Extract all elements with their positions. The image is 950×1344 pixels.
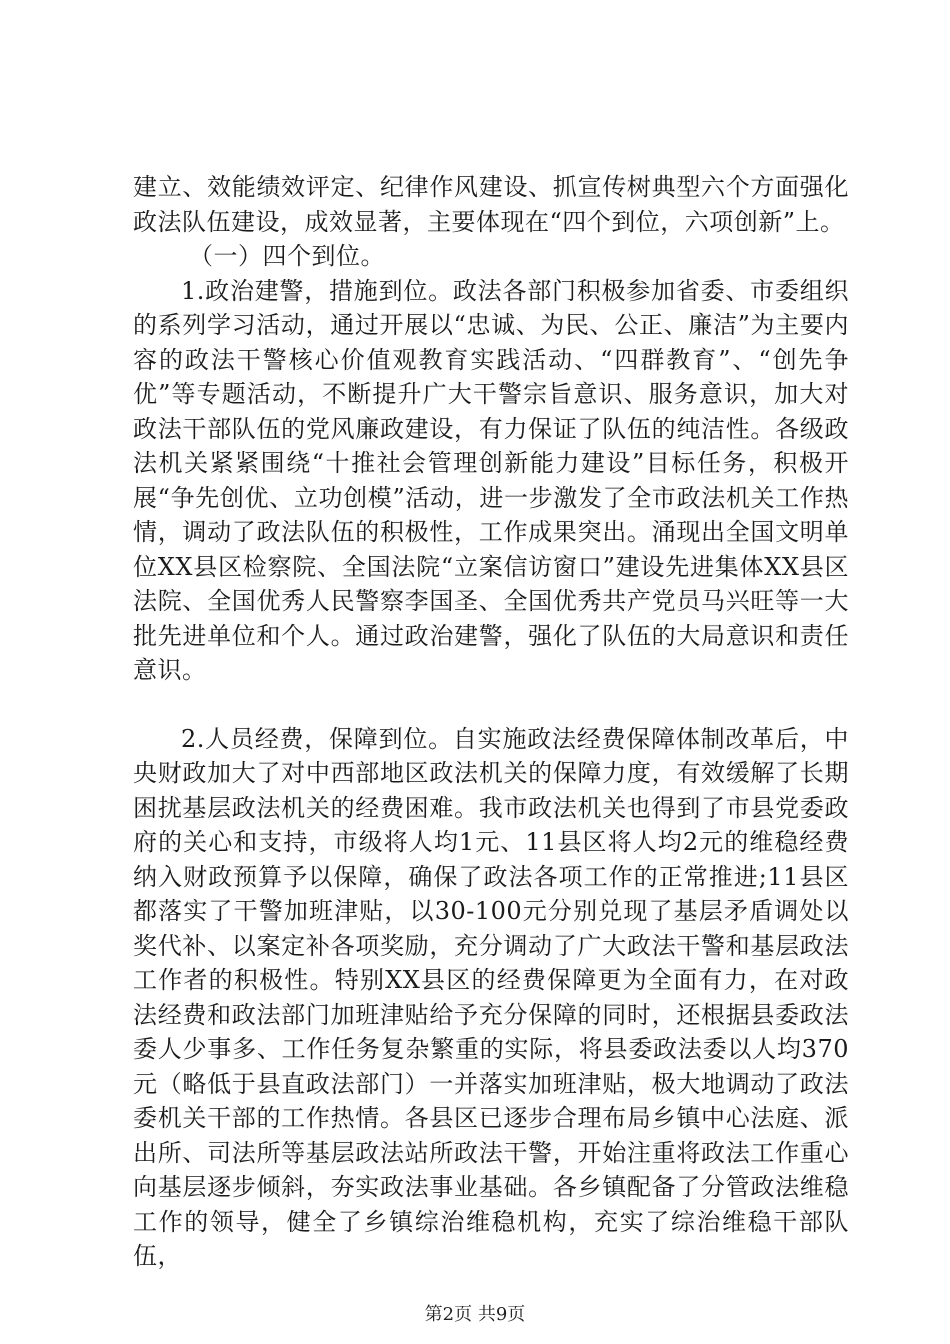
paragraph-intro: 建立、效能绩效评定、纪律作风建设、抓宣传树典型六个方面强化政法队伍建设，成效显著，主要体现在“四个到位，六项创新”上。 <box>133 173 849 236</box>
document-body <box>133 170 849 1274</box>
page-number-footer: 第2页 共9页 <box>424 1304 526 1325</box>
paragraph-point-1: 1.政治建警，措施到位。政法各部门积极参加省委、市委组织的系列学习活动，通过开展以“忠诚、为民、公正、廉洁”为主要内容的政法干警核心价值观教育实践活动、“四群教育”、“创先争优”等专题活动，不断提升广大干警宗旨意识、服务意识，加大对政法干部队伍的党风廉政建设，有力保证了队伍的纯洁性。各级政法机关紧紧围绕“十推社会管理创新能力建设”目标任务，积极开展“争先创优、立功创模”活动，进一步激发了全市政法机关工作热情，调动了政法队伍的积极性，工作成果突出。涌现出全国文明单位XX县区检察院、全国法院“立案信访窗口”建设先进集体XX县区法院、全国优秀人民警察李国圣、全国优秀共产党员马兴旺等一大批先进单位和个人。通过政治建警，强化了队伍的大局意识和责任意识。 <box>133 276 849 684</box>
paragraph-gap <box>133 688 849 722</box>
section-heading: （一）四个到位。 <box>189 242 385 270</box>
paragraph-point-2: 2.人员经费，保障到位。自实施政法经费保障体制改革后，中央财政加大了对中西部地区政法机关的保障力度，有效缓解了长期困扰基层政法机关的经费困难。我市政法机关也得到了市县党委政府的关心和支持，市级将人均1元、11县区将人均2元的维稳经费纳入财政预算予以保障，确保了政法各项工作的正常推进;11县区都落实了干警加班津贴，以30-100元分别兑现了基层矛盾调处以奖代补、以案定补各项奖励，充分调动了广大政法干警和基层政法工作者的积极性。特别XX县区的经费保障更为全面有力，在对政法经费和政法部门加班津贴给予充分保障的同时，还根据县委政法委人少事多、工作任务复杂繁重的实际，将县委政法委以人均370元（略低于县直政法部门）一并落实加班津贴，极大地调动了政法委机关干部的工作热情。各县区已逐步合理布局乡镇中心法庭、派出所、司法所等基层政法站所政法干警，开始注重将政法工作重心向基层逐步倾斜，夯实政法事业基础。各乡镇配备了分管政法维稳工作的领导，健全了乡镇综治维稳机构，充实了综治维稳干部队伍， <box>133 724 849 1270</box>
